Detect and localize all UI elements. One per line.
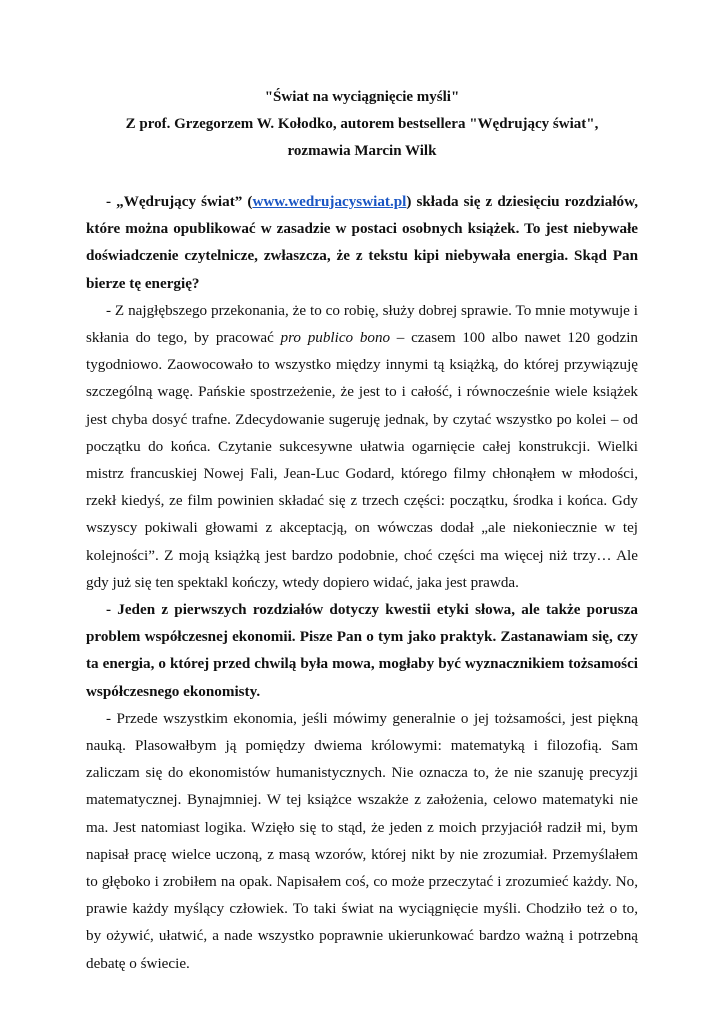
article-subtitle: Z prof. Grzegorzem W. Kołodko, autorem bestsellera "Wędrujący świat", — [125, 116, 599, 132]
answer-1-part-2: – czasem 100 albo nawet 120 godzin tygodniowo. Zaowocowało to wszystko między innymi tą książką, do której przywiązuję szczególną wagę. Pańskie spostrzeżenie, że jest to i całość, i równocześnie wiele książek jest chyba dosyć trafne. Zdecydowanie sugeruję jednak, by czytać wszystko po kolei – od początku do końca. Czytanie sukcesywne ułatwia ogarnięcie całej konstrukcji. Wielki mistrz francuskiej Nowej Fali, Jean-Luc Godard, którego filmy chłonąłem w młodości, rzekł kiedyś, ze film powinien składać się z trzech części: początku, środka i końca. Gdy wszyscy pokiwali głowami z akceptacją, on wówczas dodał „ale niekoniecznie w tej kolejności”. Z moją książką jest bardzo podobnie, choć części ma więcej niż trzy… Ale gdy już się ten spektakl kończy, wtedy dopiero widać, jaka jest prawda. — [86, 329, 638, 591]
website-link[interactable]: www.wedrujacyswiat.pl — [252, 193, 407, 210]
question-1-pre: - „Wędrujący świat” ( — [106, 193, 253, 210]
question-1-post: ) składa się z dziesięciu rozdziałów, które można opublikować w zasadzie w postaci osobnych książek. To jest niebywałe doświadczenie czytelnicze, zwłaszcza, że z tekstu kipi niebywała energia. Skąd Pan bierze tę energię? — [86, 193, 638, 292]
article-interviewer: rozmawia Marcin Wilk — [287, 143, 437, 159]
article-body — [86, 188, 638, 977]
answer-1-part-1: - Z najgłębszego przekonania, że to co robię, służy dobrej sprawie. To mnie motywuje i skłania do tego, by pracować — [86, 301, 638, 347]
answer-1-italic: pro publico bono — [280, 329, 391, 347]
article-header — [60, 84, 664, 165]
answer-1 — [86, 297, 638, 596]
answer-2: - Przede wszystkim ekonomia, jeśli mówimy generalnie o jej tożsamości, jest piękną nauką. Plasowałbym ją pomiędzy dwiema królowymi: matematyką i filozofią. Sam zaliczam się do ekonomistów humanistycznych. Nie oznacza to, że nie szanuję precyzji matematycznej. Bynajmniej. W tej książce wszakże z założenia, celowo matematyki nie ma. Jest natomiast logika. Wzięło się to stąd, że jeden z moich przyjaciół radził mi, bym napisał pracę wielce uczoną, z masą wzorów, której nikt by nie zrozumiał. Przemyślałem to głęboko i zrobiłem na opak. Napisałem coś, co może przeczytać i zrozumieć każdy. No, prawie każdy myślący człowiek. To taki świat na wyciągnięcie myśli. Chodziło też o to, by ożywić, ułatwić, a nade wszystko poprawnie ukierunkować bardzo ważną i potrzebną debatę o świecie. — [86, 709, 638, 972]
question-1 — [86, 188, 638, 297]
article-title: "Świat na wyciągnięcie myśli" — [264, 89, 460, 105]
question-2: - Jeden z pierwszych rozdziałów dotyczy kwestii etyki słowa, ale także porusza problem współczesnej ekonomii. Pisze Pan o tym jako praktyk. Zastanawiam się, czy ta energia, o której przed chwilą była mowa, mogłaby być wyznacznikiem tożsamości współczesnego ekonomisty. — [86, 601, 638, 700]
